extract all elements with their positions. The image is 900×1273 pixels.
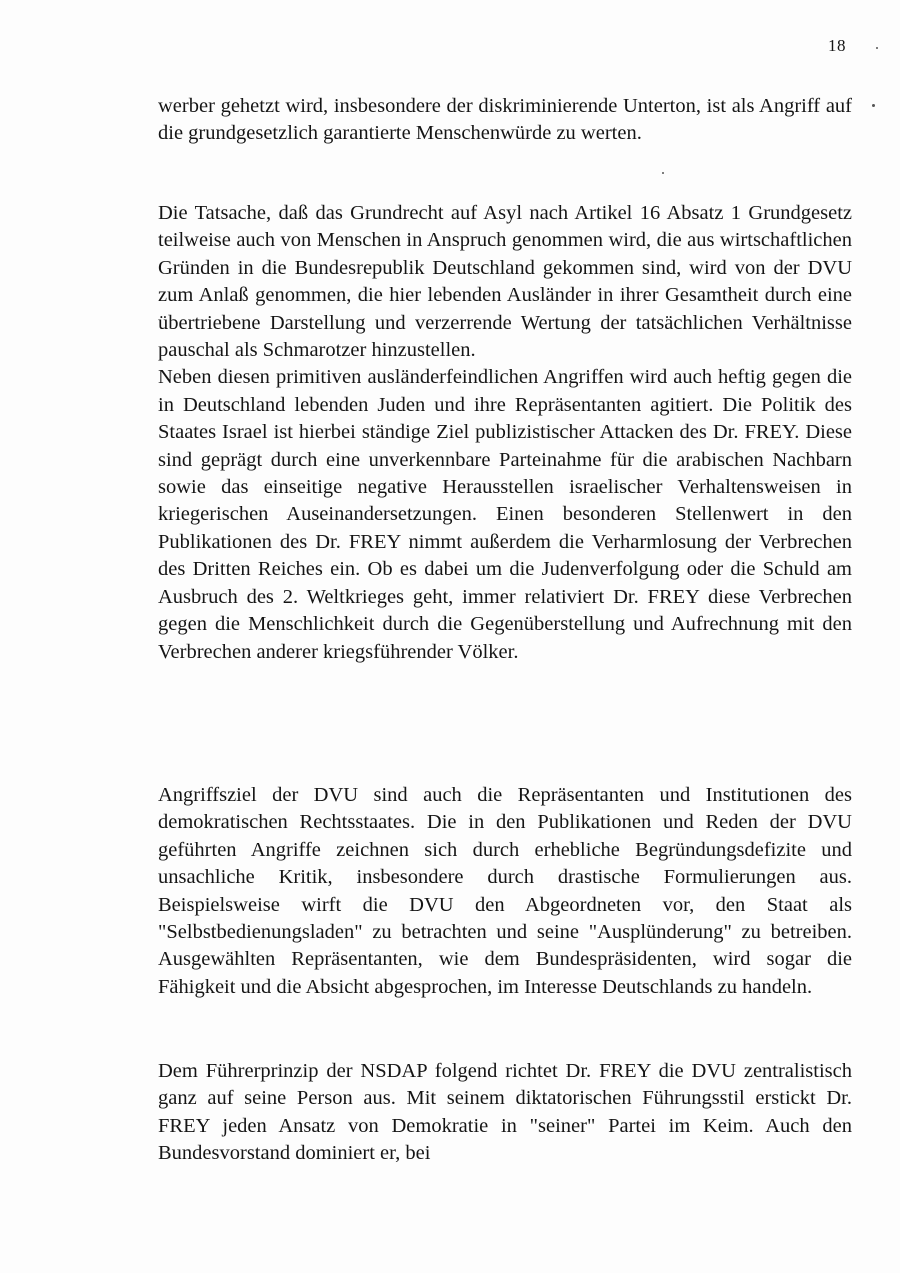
- scan-speck: [872, 104, 875, 107]
- text-block-2: [158, 200, 852, 666]
- text-block-4: [158, 1058, 852, 1168]
- text-block-1: [158, 93, 852, 148]
- paragraph-3: Neben diesen primitiven ausländerfeindlichen Angriffen wird auch heftig gegen die in Deutschland lebenden Juden und ihre Repräsentanten agitiert. Die Politik des Staates Israel ist hierbei ständige Ziel publizistischer Attacken des Dr. FREY. Diese sind geprägt durch eine unverkennbare Parteinahme für die arabischen Nachbarn sowie das einseitige negative Herausstellen israelischer Verhaltensweisen in kriegerischen Auseinandersetzungen. Einen besonderen Stellenwert in den Publikationen des Dr. FREY nimmt außerdem die Verharmlosung der Verbrechen des Dritten Reiches ein. Ob es dabei um die Judenverfolgung oder die Schuld am Ausbruch des 2. Weltkrieges geht, immer relativiert Dr. FREY diese Verbrechen gegen die Menschlichkeit durch die Gegenüberstellung und Aufrechnung mit den Verbrechen anderer kriegsführender Völker.: [158, 366, 852, 663]
- text-block-3: [158, 782, 852, 1001]
- paragraph-4: Angriffsziel der DVU sind auch die Repräsentanten und Institutionen des demokratischen Rechtsstaates. Die in den Publikationen und Reden der DVU geführten Angriffe zeichnen sich durch erhebliche Begründungsdefizite und unsachliche Kritik, insbesondere durch drastische Formulierungen aus. Beispielsweise wirft die DVU den Abgeordneten vor, den Staat als "Selbstbedienungsladen" zu betrachten und seine "Ausplünderung" zu betreiben. Ausgewählten Repräsentanten, wie dem Bundespräsidenten, wird sogar die Fähigkeit und die Absicht abgesprochen, im Interesse Deutschlands zu handeln.: [158, 784, 852, 998]
- paragraph-1: werber gehetzt wird, insbesondere der diskriminierende Unterton, ist als Angriff auf die grundgesetzlich garantierte Menschenwürde zu werten.: [158, 95, 852, 145]
- page-number: 18: [828, 36, 846, 55]
- paragraph-5: Dem Führerprinzip der NSDAP folgend richtet Dr. FREY die DVU zentralistisch ganz auf seine Person aus. Mit seinem diktatorischen Führungsstil erstickt Dr. FREY jeden Ansatz von Demokratie in "seiner" Partei im Keim. Auch den Bundesvorstand dominiert er, bei: [158, 1060, 852, 1165]
- paragraph-2: Die Tatsache, daß das Grundrecht auf Asyl nach Artikel 16 Absatz 1 Grundgesetz teilweise auch von Menschen in Anspruch genommen wird, die aus wirtschaftlichen Gründen in die Bundesrepublik Deutschland gekommen sind, wird von der DVU zum Anlaß genommen, die hier lebenden Ausländer in ihrer Gesamtheit durch eine übertriebene Darstellung und verzerrende Wertung der tatsächlichen Verhältnisse pauschal als Schmarotzer hinzustellen.: [158, 202, 852, 362]
- scan-speck: [876, 47, 878, 49]
- scan-speck: [662, 172, 664, 174]
